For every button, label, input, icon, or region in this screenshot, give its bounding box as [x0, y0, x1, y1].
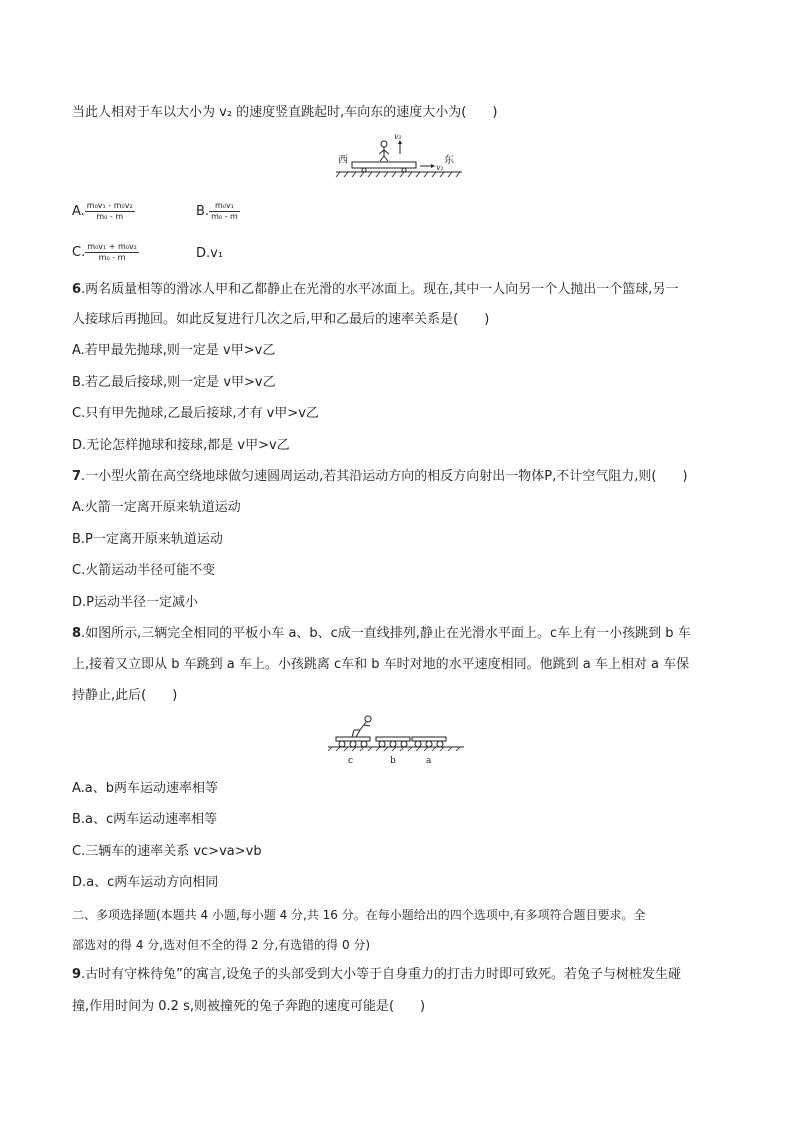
q5-option-a[interactable]	[72, 201, 135, 222]
q8-stem-line1	[72, 625, 691, 643]
q5-option-b[interactable]	[196, 201, 240, 222]
q5-stem: 当此人相对于车以大小为 v₂ 的速度竖直跳起时,车向东的速度大小为( )	[72, 105, 498, 120]
q8-stem-text1: .如图所示,三辆完全相同的平板小车 a、b、c成一直线排列,静止在光滑水平面上。c车上有一小孩跳到 b 车	[81, 626, 691, 641]
q7-option-b[interactable]: B.P一定离开原来轨道运动	[72, 532, 223, 547]
q6-number: 6	[72, 282, 82, 297]
q5-option-a-prefix: A.	[72, 204, 85, 219]
q5-option-a-denominator: m₀ - m	[96, 212, 124, 221]
q5-option-c-prefix: C.	[72, 245, 86, 260]
q7-number: 7	[72, 469, 82, 484]
q7-option-d[interactable]: D.P运动半径一定减小	[72, 595, 198, 610]
q8-stem-line3: 持静止,此后( )	[72, 688, 178, 703]
q9-stem-line2: 撞,作用时间为 0.2 s,则被撞死的兔子奔跑的速度可能是( )	[72, 999, 426, 1014]
q6-option-c[interactable]: C.只有甲先抛球,乙最后接球,才有 v甲>v乙	[72, 406, 319, 421]
q5-figure-west-label: 西	[338, 155, 348, 166]
q9-stem-line1	[72, 966, 681, 984]
q8-option-b[interactable]: B.a、c两车运动速率相等	[72, 812, 218, 827]
q6-option-d[interactable]: D.无论怎样抛球和接球,都是 v甲>v乙	[72, 438, 290, 453]
q8-option-a[interactable]: A.a、b两车运动速率相等	[72, 781, 219, 796]
q8-figure-label-c: c	[348, 756, 354, 766]
q8-figure-label-b: b	[390, 756, 396, 766]
q5-option-a-fraction	[85, 201, 135, 222]
q5-figure-v1-label: v₁	[436, 163, 444, 172]
q5-option-b-prefix: B.	[196, 204, 210, 219]
q5-option-b-fraction	[209, 201, 240, 222]
q5-option-c-denominator: m₀ - m	[98, 253, 126, 262]
q5-option-b-denominator: m₀ - m	[211, 212, 238, 221]
q5-option-c[interactable]	[72, 242, 139, 263]
q8-figure	[326, 713, 466, 767]
q5-option-a-numerator: m₀v₁ - m₀v₂	[86, 201, 133, 210]
q5-option-d[interactable]: D.v₁	[196, 246, 224, 261]
q8-option-c[interactable]: C.三辆车的速率关系 vc>va>vb	[72, 844, 262, 859]
q5-figure-east-label: 东	[444, 155, 454, 166]
q8-stem-line2: 上,接着又立即从 b 车跳到 a 车上。小孩跳离 c车和 b 车时对地的水平速度相同。他跳到 a 车上相对 a 车保	[72, 657, 690, 672]
q5-option-c-fraction	[85, 242, 139, 263]
q9-stem-text1: .古时有守株待兔”的寓言,设兔子的头部受到大小等于自身重力的打击力时即可致死。若兔子与树桩发生碰	[81, 967, 682, 982]
q6-stem-line1	[72, 281, 678, 299]
q7-stem	[72, 468, 688, 486]
section2-heading-line1: 二、多项选择题(本题共 4 小题,每小题 4 分,共 16 分。在每小题给出的四个选项中,有多项符合题目要求。全	[72, 908, 646, 922]
q6-stem-text1: .两名质量相等的滑冰人甲和乙都静止在光滑的水平冰面上。现在,其中一人向另一个人抛出一个篮球,另一	[81, 282, 679, 297]
q8-number: 8	[72, 626, 82, 641]
q8-option-d[interactable]: D.a、c两车运动方向相同	[72, 875, 219, 890]
q9-number: 9	[72, 967, 82, 982]
q6-option-a[interactable]: A.若甲最先抛球,则一定是 v甲>v乙	[72, 343, 276, 358]
section2-heading-line2: 部选对的得 4 分,选对但不全的得 2 分,有选错的得 0 分)	[72, 938, 371, 952]
q5-figure	[334, 130, 464, 182]
q8-figure-label-a: a	[426, 756, 432, 766]
q5-figure-v2-label: v₂	[394, 132, 402, 141]
q6-option-b[interactable]: B.若乙最后接球,则一定是 v甲>v乙	[72, 375, 276, 390]
q5-option-b-numerator: m₀v₁	[209, 201, 240, 212]
q5-option-c-numerator: m₀v₁ + m₀v₂	[87, 242, 137, 251]
q7-option-c[interactable]: C.火箭运动半径可能不变	[72, 563, 216, 578]
q7-stem-text: .一小型火箭在高空绕地球做匀速圆周运动,若其沿运动方向的相反方向射出一物体P,不计空气阻力,则( )	[81, 469, 688, 484]
q6-stem-line2: 人接球后再抛回。如此反复进行几次之后,甲和乙最后的速率关系是( )	[72, 312, 490, 327]
q7-option-a[interactable]: A.火箭一定离开原来轨道运动	[72, 500, 241, 515]
